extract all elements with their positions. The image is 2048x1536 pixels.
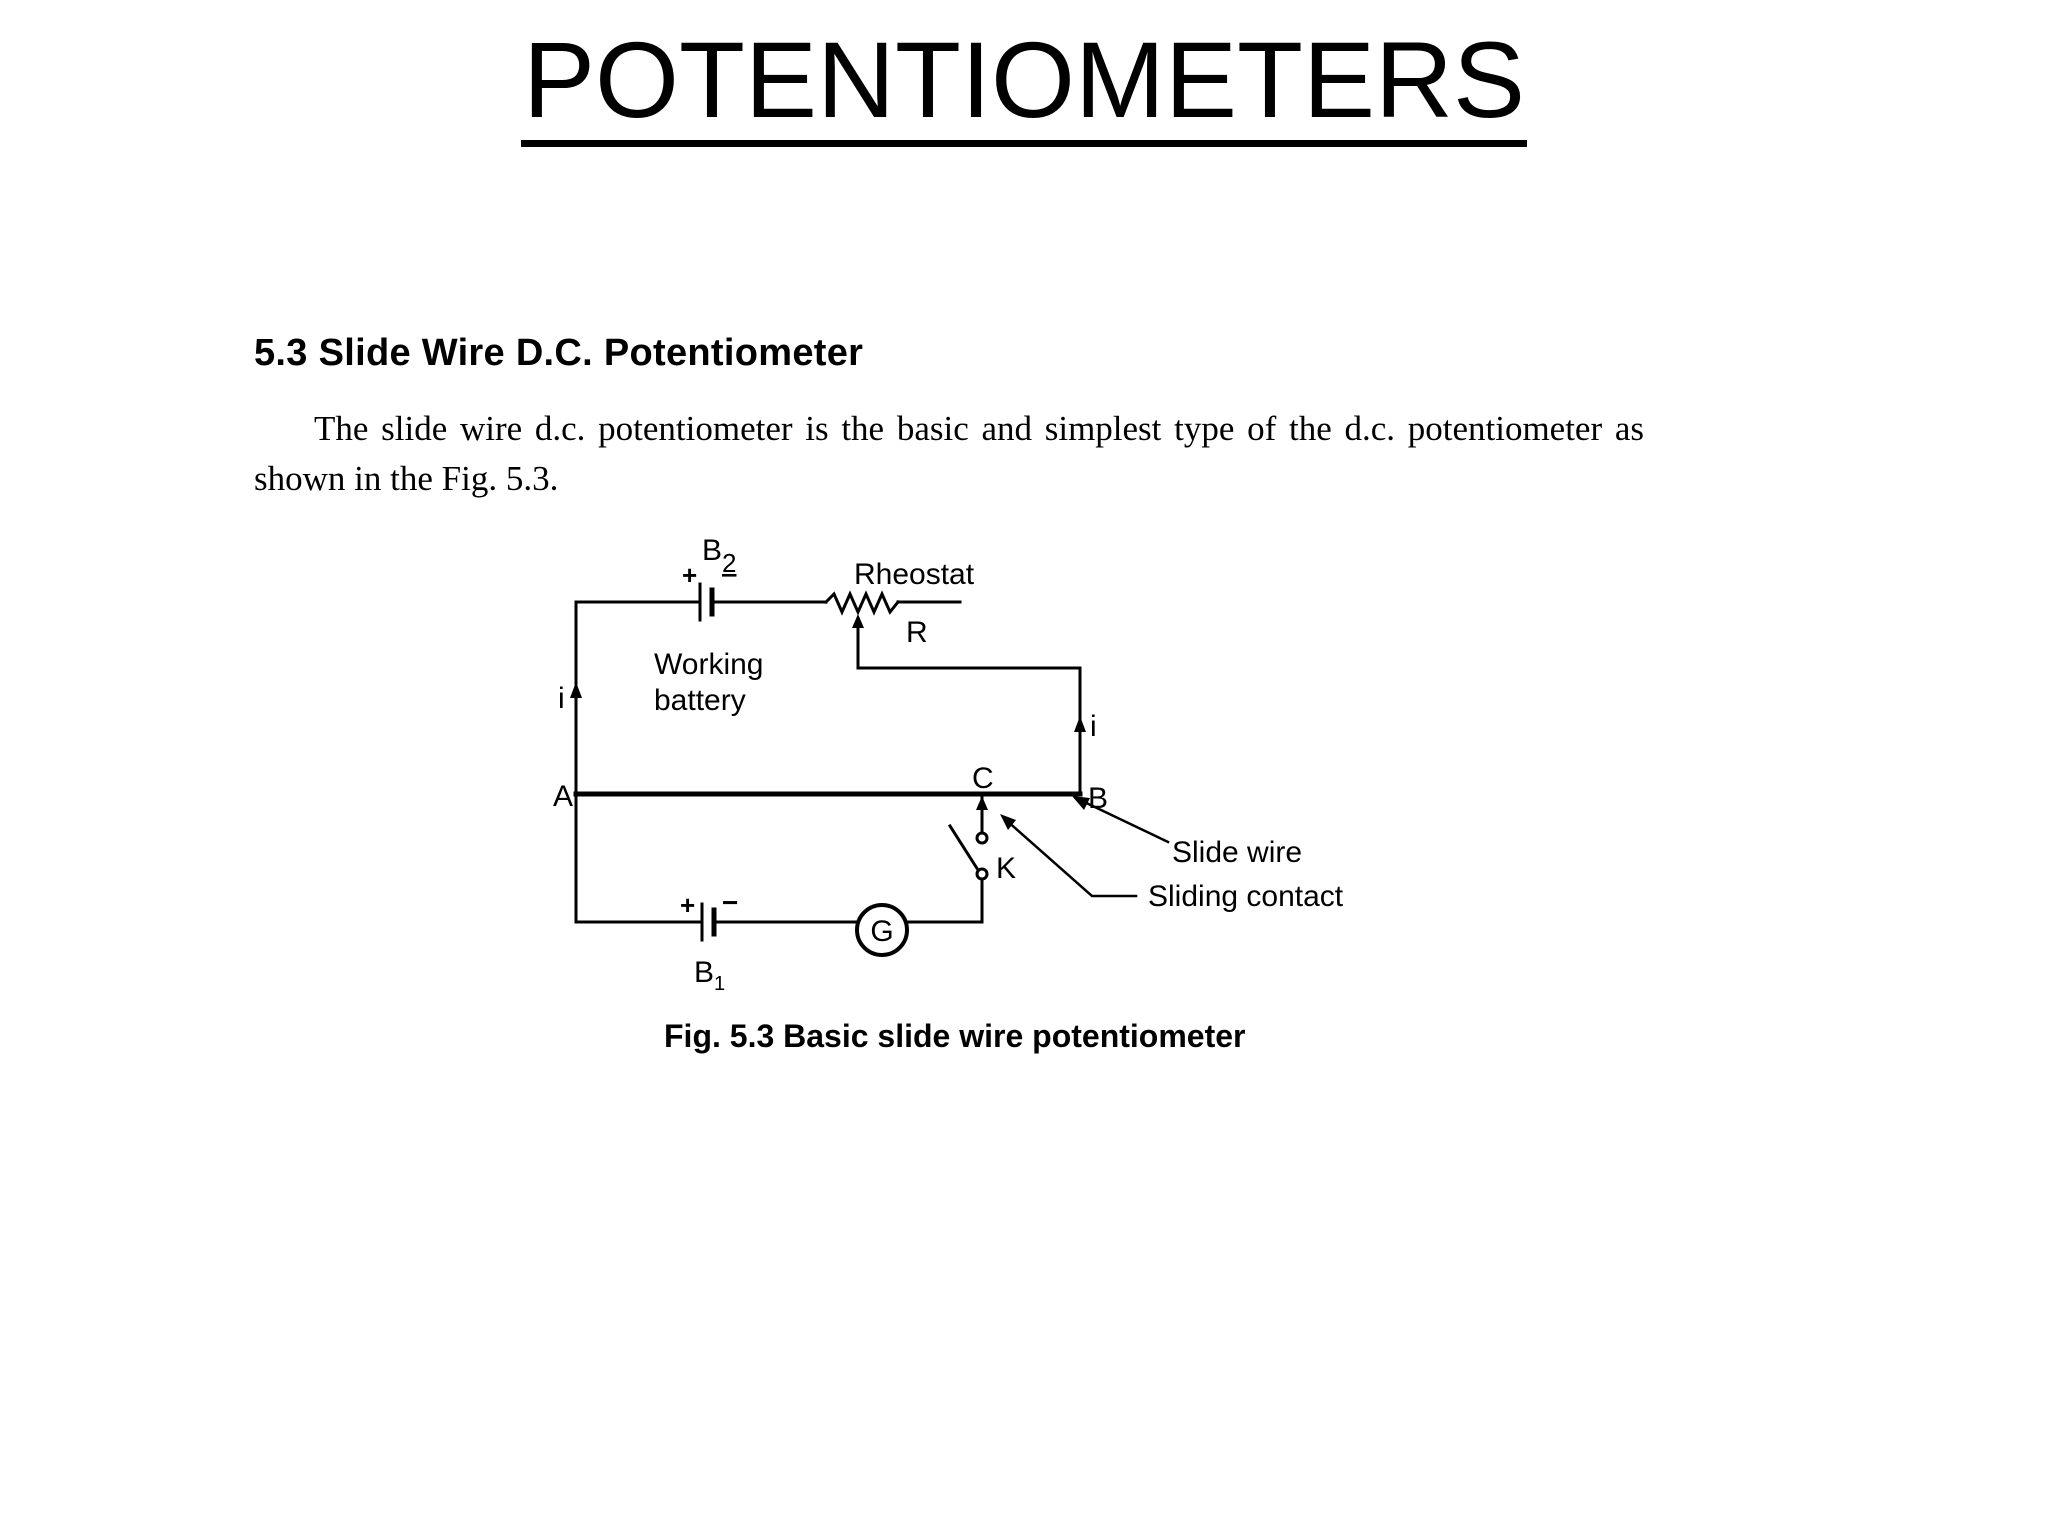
current-arrow-left: [570, 682, 582, 698]
label-i-left: i: [558, 682, 565, 715]
label-r: R: [906, 616, 928, 649]
label-g: G: [870, 915, 894, 948]
label-b1-sub: 1: [714, 973, 726, 995]
sliding-contact-arrow: [976, 796, 988, 810]
label-k: K: [996, 852, 1017, 885]
label-b1-plus: +: [680, 890, 696, 920]
slide-title-text: POTENTIOMETERS: [521, 19, 1527, 147]
section-heading: 5.3 Slide Wire D.C. Potentiometer: [254, 332, 864, 374]
label-b: B: [1088, 782, 1109, 815]
figure-caption: Fig. 5.3 Basic slide wire potentiometer: [664, 1018, 1246, 1054]
rheostat-wiper-arrow: [852, 614, 864, 628]
label-working: Working: [654, 648, 764, 681]
label-b1-minus: −: [722, 887, 739, 918]
label-b2-plus: +: [682, 560, 698, 590]
key-lever: [950, 826, 978, 870]
label-slide-wire: Slide wire: [1172, 836, 1303, 869]
label-c: C: [972, 762, 994, 795]
label-b2-sub: 2: [722, 548, 737, 578]
label-rheostat: Rheostat: [854, 558, 975, 591]
intro-paragraph: The slide wire d.c. potentiometer is the basic and simplest type of the d.c. potentiometer as shown in the Fig. 5.3.: [254, 409, 1644, 498]
label-a: A: [553, 780, 574, 813]
leader-sliding-contact: [1006, 820, 1136, 896]
label-b1: B: [694, 956, 715, 989]
current-arrow-right: [1074, 716, 1086, 732]
label-sliding-contact: Sliding contact: [1148, 880, 1344, 913]
rheostat-resistor: [826, 594, 898, 612]
label-b2: B: [702, 534, 723, 567]
label-i-right: i: [1090, 710, 1097, 743]
label-battery: battery: [654, 684, 746, 717]
